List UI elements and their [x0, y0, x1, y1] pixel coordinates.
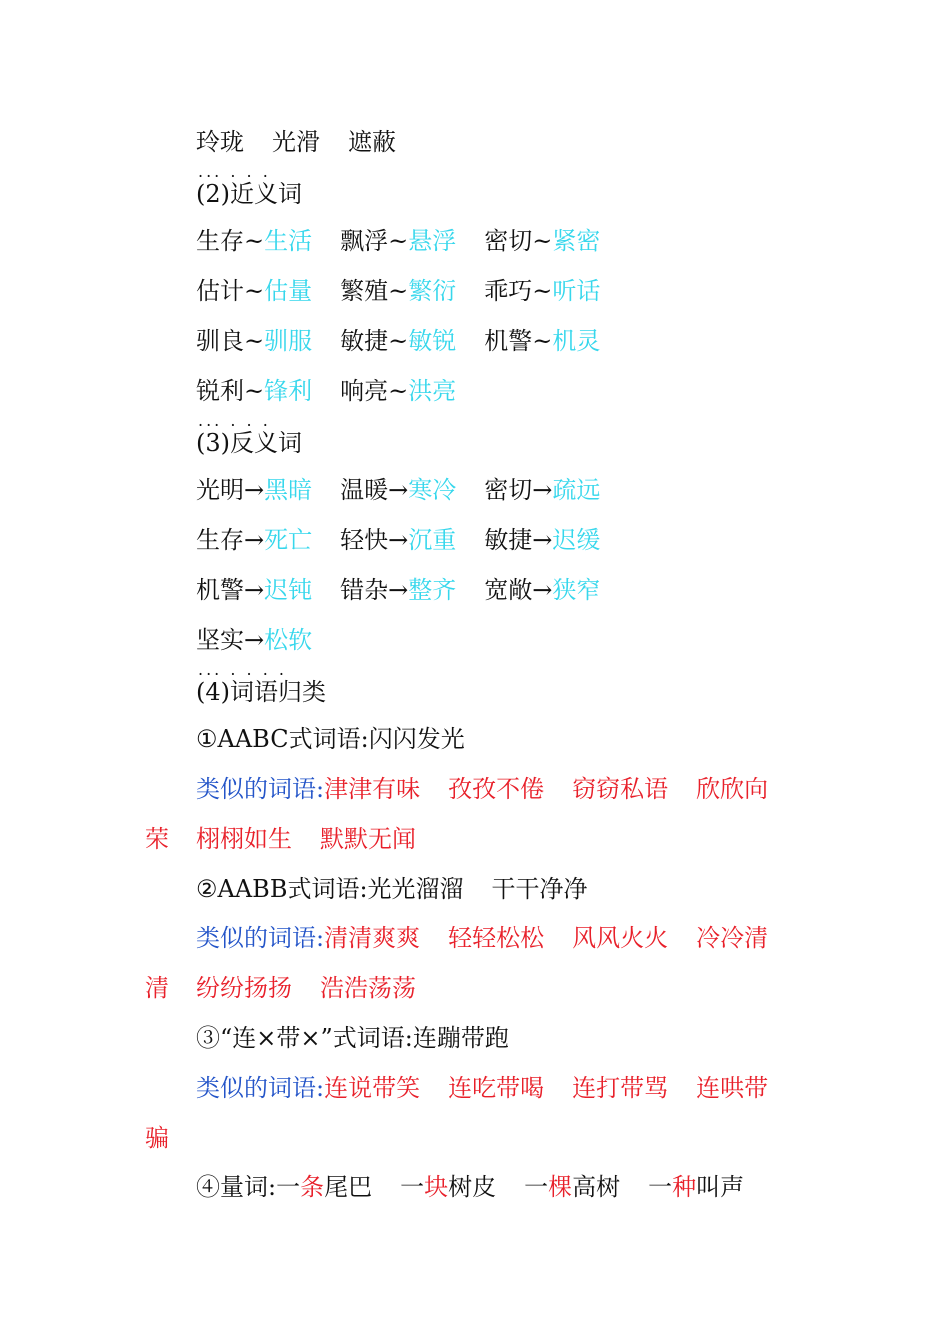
synonym-row [196, 276, 600, 306]
aabb-similar-line-2 [145, 973, 416, 1003]
answer: 机灵 [552, 327, 601, 355]
word: 响亮~ [340, 377, 409, 405]
synonym-pair [340, 326, 456, 356]
similar-word: 窃窃私语 [572, 775, 669, 803]
word: 繁殖~ [340, 277, 409, 305]
measure-word: 条 [300, 1173, 325, 1201]
lian-label: ③“连×带×”式词语:连蹦带跑 [196, 1024, 509, 1052]
similar-label: 类似的词语: [196, 1074, 325, 1102]
answer: 洪亮 [408, 377, 457, 405]
measure-word: 种 [672, 1173, 697, 1201]
word: 坚实→ [196, 626, 265, 654]
synonym-row [196, 376, 456, 406]
section-heading-antonym: (3)反义词 [196, 429, 302, 457]
aabb-similar-line [196, 923, 768, 953]
synonym-pair [340, 276, 456, 306]
antonym-row [196, 525, 600, 555]
aabc-label: ①AABC式词语:闪闪发光 [196, 725, 465, 753]
answer: 寒冷 [408, 476, 457, 504]
numeral: 一 [648, 1173, 673, 1201]
synonym-pair [484, 226, 600, 256]
answer: 迟钝 [264, 576, 313, 604]
similar-label: 类似的词语: [196, 924, 325, 952]
antonym-pair [196, 525, 312, 555]
similar-label: 类似的词语: [196, 775, 325, 803]
answer: 沉重 [408, 526, 457, 554]
synonym-pair [484, 326, 600, 356]
answer: 估量 [264, 277, 313, 305]
answer: 锋利 [264, 377, 313, 405]
synonym-pair [196, 276, 312, 306]
antonym-pair [340, 575, 456, 605]
word: 宽敞→ [484, 576, 553, 604]
top-word: 玲珑 [196, 128, 244, 156]
word: 温暖→ [340, 476, 409, 504]
similar-word: 欣欣向 [696, 775, 769, 803]
answer: 紧密 [552, 227, 601, 255]
synonym-pair [196, 326, 312, 356]
similar-word: 默默无闻 [320, 825, 416, 853]
antonym-pair [196, 575, 312, 605]
word: 生存→ [196, 526, 265, 554]
word: 敏捷→ [484, 526, 553, 554]
similar-word: 津津有味 [324, 775, 421, 803]
antonym-row [196, 475, 600, 505]
aabc-similar-line-2 [145, 824, 416, 854]
similar-word: 风风火火 [572, 924, 669, 952]
word: 错杂→ [340, 576, 409, 604]
synonym-pair [340, 226, 456, 256]
similar-word: 连说带笑 [324, 1074, 421, 1102]
similar-word: 连吃带喝 [448, 1074, 545, 1102]
answer: 生活 [264, 227, 313, 255]
similar-word: 栩栩如生 [196, 825, 292, 853]
lian-similar-line-2 [145, 1123, 169, 1153]
answer: 疏远 [552, 476, 601, 504]
similar-word-tail: 荣 [145, 825, 169, 853]
word: 光明→ [196, 476, 265, 504]
word: 飘浮~ [340, 227, 409, 255]
answer: 整齐 [408, 576, 457, 604]
word: 机警→ [196, 576, 265, 604]
similar-word: 冷冷清 [696, 924, 769, 952]
synonym-row [196, 226, 600, 256]
word: 乖巧~ [484, 277, 553, 305]
similar-word-tail: 清 [145, 974, 169, 1002]
antonym-row [196, 575, 600, 605]
section-heading-synonym: (2)近义词 [196, 180, 302, 208]
synonym-pair [484, 276, 600, 306]
synonym-pair [196, 376, 312, 406]
antonym-pair [196, 475, 312, 505]
similar-word: 清清爽爽 [324, 924, 421, 952]
measure-line [196, 1172, 744, 1202]
numeral: 一 [524, 1173, 549, 1201]
emphasis-dots: ... . . . [198, 411, 271, 430]
similar-word: 纷纷扬扬 [196, 974, 292, 1002]
emphasis-dots: ... . . . [198, 162, 271, 181]
aabb-label-line [196, 874, 588, 904]
answer: 黑暗 [264, 476, 313, 504]
measure-item [648, 1172, 744, 1202]
noun: 叫声 [696, 1173, 745, 1201]
word: 机警~ [484, 327, 553, 355]
word: 生存~ [196, 227, 265, 255]
synonym-row [196, 326, 600, 356]
numeral: 一 [400, 1173, 425, 1201]
antonym-pair [484, 525, 600, 555]
antonym-pair [196, 625, 312, 655]
section-heading-classify: (4)词语归类 [196, 678, 326, 706]
word: 轻快→ [340, 526, 409, 554]
word: 估计~ [196, 277, 265, 305]
synonym-pair [340, 376, 456, 406]
top-word-row [196, 127, 396, 157]
emphasis-dots: ... . . . . [198, 660, 287, 679]
answer: 迟缓 [552, 526, 601, 554]
measure-item [400, 1172, 496, 1202]
antonym-pair [484, 475, 600, 505]
antonym-pair [484, 575, 600, 605]
answer: 繁衍 [408, 277, 457, 305]
word: 锐利~ [196, 377, 265, 405]
word: 密切~ [484, 227, 553, 255]
answer: 敏锐 [408, 327, 457, 355]
measure-item [524, 1172, 620, 1202]
word: 密切→ [484, 476, 553, 504]
word: 驯良~ [196, 327, 265, 355]
top-word: 遮蔽 [348, 128, 396, 156]
top-word: 光滑 [272, 128, 320, 156]
numeral: 一 [276, 1173, 301, 1201]
similar-word-tail: 骗 [145, 1124, 169, 1152]
answer: 驯服 [264, 327, 313, 355]
similar-word: 孜孜不倦 [448, 775, 545, 803]
aabb-label: ②AABB式词语:光光溜溜 [196, 875, 464, 903]
similar-word: 轻轻松松 [448, 924, 545, 952]
noun: 树皮 [448, 1173, 497, 1201]
noun: 高树 [572, 1173, 621, 1201]
aabb-extra: 干干净净 [491, 875, 588, 903]
aabc-similar-line [196, 774, 768, 804]
answer: 狭窄 [552, 576, 601, 604]
answer: 悬浮 [408, 227, 457, 255]
similar-word: 连打带骂 [572, 1074, 669, 1102]
antonym-pair [340, 475, 456, 505]
antonym-row [196, 625, 312, 655]
similar-word: 浩浩荡荡 [320, 974, 416, 1002]
measure-word: 块 [424, 1173, 449, 1201]
noun: 尾巴 [324, 1173, 373, 1201]
measure-item [276, 1172, 372, 1202]
antonym-pair [340, 525, 456, 555]
answer: 松软 [264, 626, 313, 654]
answer: 死亡 [264, 526, 313, 554]
measure-label: ④量词: [196, 1173, 277, 1201]
lian-similar-line [196, 1073, 768, 1103]
similar-word: 连哄带 [696, 1074, 769, 1102]
measure-word: 棵 [548, 1173, 573, 1201]
synonym-pair [196, 226, 312, 256]
answer: 听话 [552, 277, 601, 305]
word: 敏捷~ [340, 327, 409, 355]
